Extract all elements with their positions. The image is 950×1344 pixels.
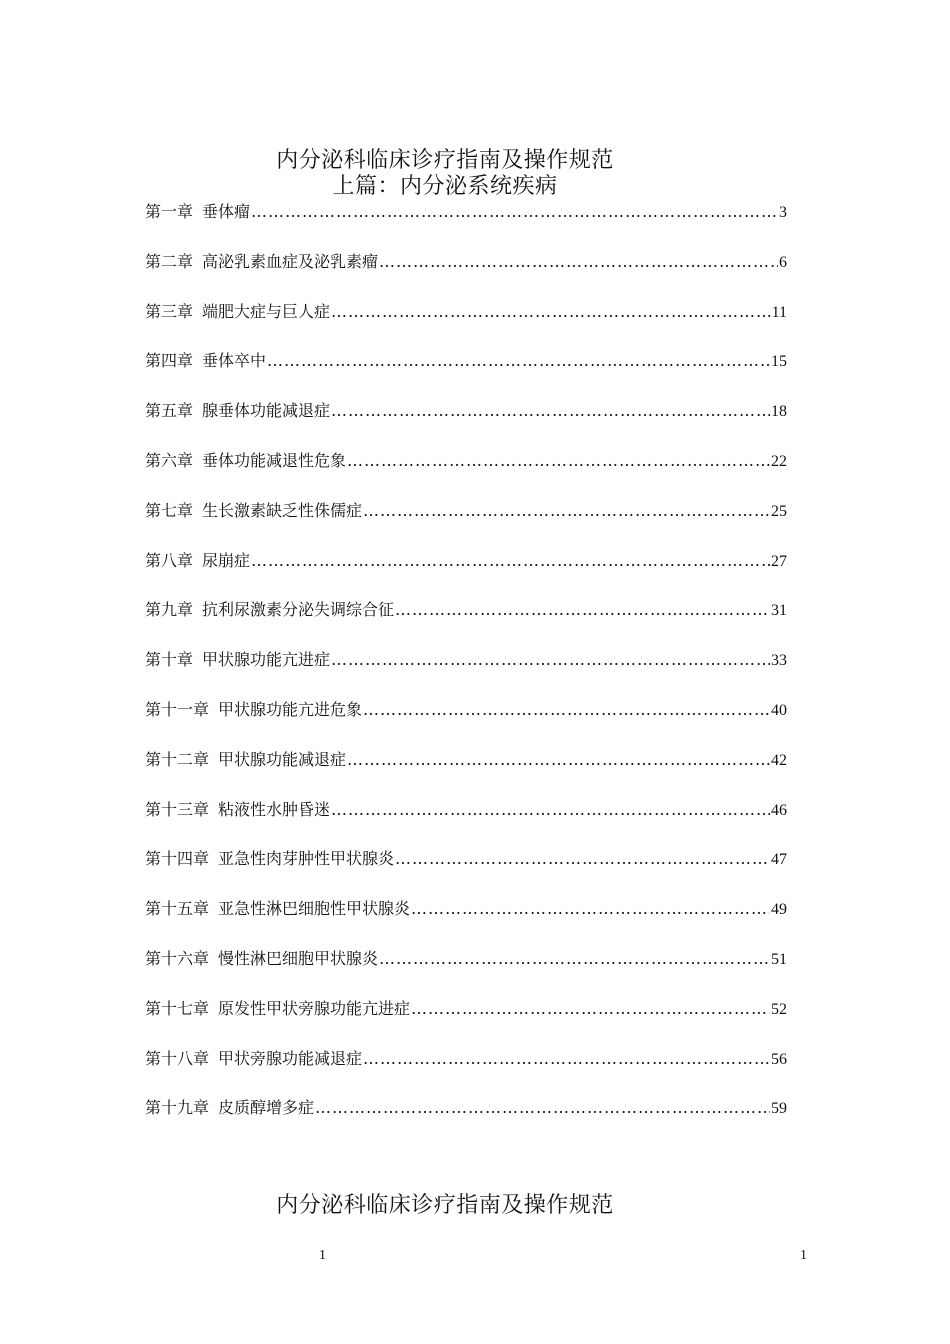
toc-page-number: 3 xyxy=(779,204,787,221)
toc-dot-leader xyxy=(363,698,770,722)
toc-entry[interactable] xyxy=(145,200,787,250)
toc-chapter-number: 第二章 xyxy=(145,251,194,271)
toc-chapter-number: 第三章 xyxy=(145,301,194,321)
toc-chapter-title: 皮质醇增多症 xyxy=(218,1098,315,1118)
toc-entry[interactable] xyxy=(145,798,787,848)
toc-chapter-title: 甲状腺功能亢进危象 xyxy=(218,699,363,719)
toc-chapter-title: 高泌乳素血症及泌乳素瘤 xyxy=(202,251,379,271)
toc-chapter-title: 垂体瘤 xyxy=(202,202,251,221)
toc-page-number: 11 xyxy=(771,303,787,321)
toc-page-number: 27 xyxy=(771,552,787,570)
toc-chapter-title: 生长激素缺乏性侏儒症 xyxy=(202,500,363,520)
toc-entry[interactable] xyxy=(145,250,787,300)
toc-entry[interactable] xyxy=(145,947,787,997)
toc-dot-leader xyxy=(395,847,770,871)
footer-page-number-right: 1 xyxy=(800,1248,807,1263)
toc-page-number: 52 xyxy=(771,1000,787,1018)
toc-dot-leader xyxy=(411,997,770,1021)
toc-page-number: 18 xyxy=(771,403,787,421)
toc-chapter-number: 第七章 xyxy=(145,500,194,520)
toc-chapter-title: 甲状旁腺功能减退症 xyxy=(218,1048,363,1068)
toc-page-number: 15 xyxy=(771,353,787,371)
toc-entry[interactable] xyxy=(145,449,787,499)
toc-chapter-number: 第十八章 xyxy=(145,1048,210,1068)
toc-dot-leader xyxy=(251,549,770,573)
toc-page-number: 56 xyxy=(771,1050,787,1068)
toc-chapter-number: 第一章 xyxy=(145,202,194,221)
toc-chapter-title: 垂体卒中 xyxy=(202,351,267,371)
toc-dot-leader xyxy=(411,897,770,921)
toc-chapter-title: 亚急性淋巴细胞性甲状腺炎 xyxy=(218,899,411,919)
toc-chapter-title: 粘液性水肿昏迷 xyxy=(218,799,331,819)
toc-entry[interactable] xyxy=(145,399,787,449)
toc-entry[interactable] xyxy=(145,1047,787,1097)
toc-page-number: 49 xyxy=(771,901,787,919)
toc-chapter-number: 第四章 xyxy=(145,351,194,371)
toc-entry[interactable] xyxy=(145,1096,787,1146)
toc-chapter-title: 尿崩症 xyxy=(202,550,251,570)
toc-chapter-number: 第九章 xyxy=(145,600,194,620)
footer-page-number-left: 1 xyxy=(319,1248,326,1263)
toc-entry[interactable] xyxy=(145,698,787,748)
toc-dot-leader xyxy=(331,300,771,324)
toc-entry[interactable] xyxy=(145,847,787,897)
toc-chapter-title: 亚急性肉芽肿性甲状腺炎 xyxy=(218,849,395,869)
toc-page-number: 40 xyxy=(771,701,787,719)
toc-dot-leader xyxy=(315,1096,770,1120)
toc-chapter-number: 第十一章 xyxy=(145,699,210,719)
toc-dot-leader xyxy=(379,947,770,971)
toc-page-number: 6 xyxy=(779,253,787,271)
document-subtitle: 上篇：内分泌系统疾病 xyxy=(332,174,558,199)
toc-chapter-title: 抗利尿激素分泌失调综合征 xyxy=(202,600,395,620)
toc-dot-leader xyxy=(347,748,770,772)
toc-chapter-number: 第十章 xyxy=(145,650,194,670)
toc-chapter-title: 慢性淋巴细胞甲状腺炎 xyxy=(218,948,379,968)
table-of-contents xyxy=(145,200,787,1146)
toc-chapter-number: 第十四章 xyxy=(145,849,210,869)
toc-entry[interactable] xyxy=(145,997,787,1047)
toc-chapter-title: 原发性甲状旁腺功能亢进症 xyxy=(218,998,411,1018)
toc-chapter-number: 第五章 xyxy=(145,401,194,421)
toc-page-number: 46 xyxy=(771,801,787,819)
toc-chapter-number: 第十七章 xyxy=(145,998,210,1018)
toc-dot-leader xyxy=(251,200,778,224)
toc-page-number: 33 xyxy=(771,652,787,670)
toc-entry[interactable] xyxy=(145,598,787,648)
toc-chapter-number: 第十二章 xyxy=(145,749,210,769)
toc-chapter-title: 垂体功能减退性危象 xyxy=(202,450,347,470)
toc-page-number: 47 xyxy=(771,851,787,869)
toc-entry[interactable] xyxy=(145,748,787,798)
toc-chapter-number: 第十三章 xyxy=(145,799,210,819)
toc-entry[interactable] xyxy=(145,300,787,350)
toc-page-number: 22 xyxy=(771,452,787,470)
toc-chapter-number: 第六章 xyxy=(145,450,194,470)
toc-chapter-number: 第十六章 xyxy=(145,948,210,968)
toc-chapter-number: 第十五章 xyxy=(145,899,210,919)
toc-dot-leader xyxy=(379,250,778,274)
toc-chapter-number: 第八章 xyxy=(145,550,194,570)
toc-dot-leader xyxy=(331,399,770,423)
toc-page-number: 25 xyxy=(771,502,787,520)
toc-dot-leader xyxy=(363,499,770,523)
toc-dot-leader xyxy=(331,648,770,672)
toc-dot-leader xyxy=(363,1047,770,1071)
toc-dot-leader xyxy=(395,598,770,622)
toc-entry[interactable] xyxy=(145,499,787,549)
toc-chapter-title: 甲状腺功能亢进症 xyxy=(202,650,331,670)
toc-entry[interactable] xyxy=(145,349,787,399)
toc-dot-leader xyxy=(331,798,770,822)
toc-chapter-title: 腺垂体功能减退症 xyxy=(202,401,331,421)
footer-title: 内分泌科临床诊疗指南及操作规范 xyxy=(276,1193,614,1218)
toc-entry[interactable] xyxy=(145,549,787,599)
toc-chapter-title: 甲状腺功能减退症 xyxy=(218,749,347,769)
document-title: 内分泌科临床诊疗指南及操作规范 xyxy=(276,148,614,173)
toc-page-number: 42 xyxy=(771,751,787,769)
toc-chapter-title: 端肥大症与巨人症 xyxy=(202,301,331,321)
toc-page-number: 31 xyxy=(771,602,787,620)
toc-entry[interactable] xyxy=(145,897,787,947)
toc-dot-leader xyxy=(267,349,770,373)
toc-entry[interactable] xyxy=(145,648,787,698)
toc-dot-leader xyxy=(347,449,770,473)
toc-chapter-number: 第十九章 xyxy=(145,1098,210,1118)
toc-page-number: 51 xyxy=(771,950,787,968)
toc-page-number: 59 xyxy=(771,1100,787,1118)
